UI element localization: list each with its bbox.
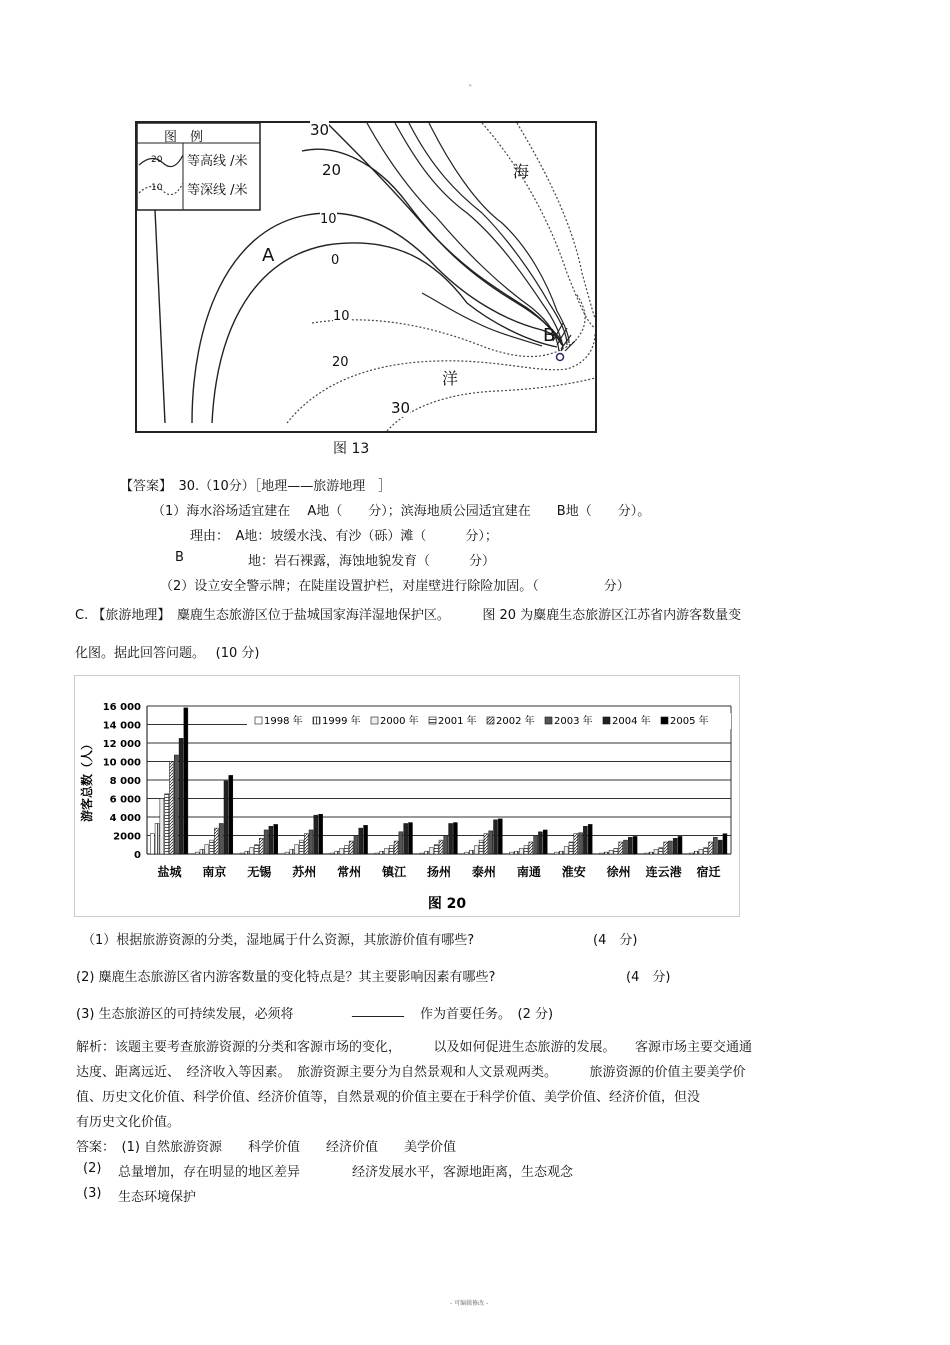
- contour-label: 0: [331, 253, 340, 268]
- y-axis-label: 游客总数（人）: [80, 737, 94, 823]
- bar: [704, 848, 708, 854]
- bar: [699, 849, 703, 854]
- legend-label: 2000 年: [380, 716, 419, 727]
- answer30-reason-b-letter: B: [175, 550, 184, 565]
- bar: [404, 823, 408, 854]
- bar: [330, 853, 334, 854]
- bar: [259, 838, 263, 854]
- bar: [304, 834, 308, 854]
- y-tick-label: 2000: [113, 831, 141, 843]
- bar: [169, 762, 173, 855]
- y-tick-label: 12 000: [102, 739, 141, 750]
- legend-label: 2005 年: [670, 716, 709, 727]
- x-tick-label: 常州: [337, 865, 362, 879]
- bar: [394, 841, 398, 854]
- bar: [678, 836, 682, 854]
- figure20-chart-svg: [75, 676, 739, 916]
- answer-3-num: (3): [83, 1186, 102, 1201]
- question-3-post: 作为首要任务。 (2 分): [420, 1007, 554, 1022]
- answer-1: 答案： (1) 自然旅游资源 科学价值 经济价值 美学价值: [76, 1140, 457, 1155]
- y-tick-label: 8 000: [109, 776, 141, 787]
- bar: [583, 826, 587, 854]
- bar: [614, 848, 618, 854]
- bar: [319, 814, 323, 854]
- bar: [649, 852, 653, 854]
- answer30-title: 【答案】 30.（10分）［地理——旅游地理 ］: [120, 479, 392, 494]
- bar: [498, 819, 502, 854]
- bar: [673, 838, 677, 854]
- bar: [179, 738, 183, 854]
- bar: [359, 828, 363, 854]
- answer-2-num: (2): [83, 1161, 102, 1176]
- label-ocean: 洋: [442, 369, 459, 388]
- legend-swatch: [371, 717, 378, 724]
- footer: - 可编辑修改 -: [450, 1300, 489, 1307]
- bar: [314, 815, 318, 854]
- bar: [354, 836, 358, 855]
- legend-label: 2004 年: [612, 716, 651, 727]
- bar: [335, 851, 339, 854]
- label-sea: 海: [513, 162, 530, 181]
- chart-caption: 图 20: [427, 896, 467, 912]
- bar: [599, 853, 603, 854]
- y-tick-label: 16 000: [102, 702, 141, 713]
- bar: [255, 845, 259, 854]
- bar: [555, 852, 559, 854]
- bar: [155, 823, 159, 854]
- bar: [340, 848, 344, 854]
- bar: [224, 781, 228, 854]
- x-tick-label: 镇江: [382, 865, 407, 879]
- analysis-line2: 达度、距离远近、 经济收入等因素。 旅游资源主要分为自然景观和人文景观两类。 旅游资源的价值主要美学价: [76, 1065, 746, 1080]
- bar: [150, 834, 154, 854]
- contour-label: 30: [310, 121, 330, 139]
- bar: [659, 848, 663, 854]
- x-tick-label: 盐城: [157, 865, 182, 879]
- x-tick-label: 宿迁: [696, 865, 721, 879]
- x-tick-label: 南京: [202, 865, 227, 879]
- y-tick-label: 0: [134, 850, 141, 861]
- bar: [564, 847, 568, 854]
- bar: [375, 853, 379, 854]
- bar: [623, 840, 627, 854]
- bar: [470, 850, 474, 854]
- bar: [514, 851, 518, 854]
- bar: [484, 834, 488, 854]
- bar: [588, 824, 592, 854]
- bar: [184, 708, 188, 854]
- bar: [689, 853, 693, 854]
- header-mark: ": [469, 84, 472, 91]
- bar: [344, 846, 348, 854]
- bar: [200, 849, 204, 854]
- bar: [489, 831, 493, 854]
- legend-swatch: [255, 717, 262, 724]
- ridge-line: [395, 123, 563, 348]
- answer-3: 生态环境保护: [118, 1190, 197, 1205]
- answer30-q2: （2）设立安全警示牌；在陡崖设置护栏，对崖壁进行除险加固。（ 分）: [160, 579, 630, 594]
- y-tick-label: 6 000: [109, 794, 141, 806]
- question-3-pre: (3) 生态旅游区的可持续发展，必须将: [76, 1007, 294, 1022]
- bar: [229, 775, 233, 854]
- bar: [668, 841, 672, 854]
- bar: [250, 848, 254, 854]
- x-tick-label: 徐州: [606, 865, 631, 879]
- x-tick-label: 扬州: [426, 865, 452, 879]
- x-tick-label: 苏州: [292, 865, 317, 879]
- question-1-score: (4 分): [593, 933, 638, 948]
- bar: [349, 841, 353, 854]
- legend-swatch: [313, 717, 320, 724]
- bar: [628, 837, 632, 854]
- label-a: A: [262, 245, 275, 266]
- legend-title: 图 例: [164, 130, 204, 145]
- bar: [474, 846, 478, 854]
- bar: [723, 834, 727, 854]
- x-tick-label: 淮安: [561, 865, 586, 879]
- point-b-marker: [557, 354, 564, 361]
- bar: [453, 823, 457, 854]
- ridge-line: [367, 123, 559, 351]
- analysis-line3: 值、历史文化价值、科学价值、经济价值等，自然景观的价值主要在于科学价值、美学价值、经济价值，但没: [76, 1090, 701, 1105]
- legend-contour-label: 等高线 /米: [187, 154, 248, 169]
- x-tick-label: 连云港: [645, 865, 682, 879]
- bar: [160, 799, 164, 855]
- bar: [529, 842, 533, 854]
- bar: [420, 853, 424, 854]
- bar: [290, 849, 294, 854]
- bar: [380, 851, 384, 854]
- legend-depth-label: 等深线 /米: [187, 183, 248, 198]
- y-tick-label: 14 000: [102, 720, 141, 732]
- bar: [609, 850, 613, 854]
- bar: [604, 852, 608, 854]
- legend-label: 1998 年: [264, 716, 303, 727]
- bar: [274, 824, 278, 854]
- answer30-q1: （1）海水浴场适宜建在 A地（ 分）；滨海地质公园适宜建在 B地（ 分）。: [152, 504, 651, 519]
- bar: [245, 851, 249, 854]
- bar: [285, 852, 289, 854]
- answer-2: 总量增加，存在明显的地区差异 经济发展水平，客源地距离，生态观念: [118, 1165, 574, 1180]
- bar: [309, 830, 313, 854]
- bar: [559, 851, 563, 854]
- x-tick-label: 南通: [516, 865, 541, 879]
- legend-swatch: [545, 717, 552, 724]
- section-c-line2: 化图。据此回答问题。 (10 分): [75, 646, 260, 661]
- answer30-reason-a: 理由： A地：坡缓水浅、有沙（砾）滩（ 分）；: [190, 529, 498, 544]
- bar: [633, 836, 637, 854]
- bar: [538, 832, 542, 854]
- bar: [389, 846, 393, 854]
- bar: [524, 846, 528, 854]
- bar: [429, 848, 433, 854]
- bar: [574, 834, 578, 854]
- bar: [174, 755, 178, 854]
- bar: [444, 836, 448, 855]
- legend-swatch: [487, 717, 494, 724]
- bar: [543, 830, 547, 854]
- bar: [210, 840, 214, 854]
- question-2-score: (4 分): [626, 970, 671, 985]
- bar: [408, 823, 412, 854]
- legend-depth-num: 10: [151, 183, 163, 193]
- answer30-reason-b: 地：岩石裸露，海蚀地貌发育（ 分）: [248, 554, 496, 569]
- legend-label: 1999 年: [322, 716, 361, 727]
- bar: [384, 848, 388, 854]
- contour-label: 10: [320, 212, 337, 227]
- bar: [240, 853, 244, 854]
- label-b: B: [543, 325, 556, 346]
- analysis-line1: 解析：该题主要考查旅游资源的分类和客源市场的变化， 以及如何促进生态旅游的发展。 客源市场主要交通通: [76, 1040, 753, 1055]
- legend-label: 2003 年: [554, 716, 593, 727]
- bar: [264, 830, 268, 854]
- legend-swatch: [661, 717, 668, 724]
- contour-line: [422, 293, 542, 346]
- contour-label: 10: [333, 309, 350, 324]
- bar: [399, 832, 403, 854]
- x-tick-label: 无锡: [247, 865, 272, 879]
- bar: [664, 842, 668, 854]
- legend-contour-num: 20: [151, 155, 163, 165]
- analysis-line4: 有历史文化价值。: [76, 1115, 181, 1130]
- bar: [269, 826, 273, 854]
- bar: [718, 840, 722, 854]
- bar: [205, 845, 209, 854]
- bar: [713, 837, 717, 854]
- legend-label: 2001 年: [438, 716, 477, 727]
- contour-line: [212, 243, 557, 423]
- bar: [165, 794, 169, 854]
- bar: [425, 851, 429, 854]
- bar: [619, 842, 623, 854]
- contour-label: 20: [332, 355, 349, 370]
- bar: [195, 852, 199, 854]
- bar: [214, 828, 218, 854]
- legend-swatch: [429, 717, 436, 724]
- question-2: (2) 麋鹿生态旅游区省内游客数量的变化特点是？其主要影响因素有哪些?: [76, 970, 496, 985]
- bar: [709, 842, 713, 854]
- question-1: （1）根据旅游资源的分类，湿地属于什么资源，其旅游价值有哪些?: [82, 933, 475, 948]
- question-3-blank: ________: [352, 1003, 404, 1018]
- figure13-caption: 图 13: [333, 441, 370, 457]
- bar: [479, 840, 483, 854]
- bar: [579, 833, 583, 854]
- depth-line: [387, 378, 595, 431]
- contour-line: [155, 210, 165, 423]
- bar: [299, 840, 303, 854]
- bar: [219, 823, 223, 854]
- legend-swatch: [603, 717, 610, 724]
- bar: [449, 823, 453, 854]
- contour-line: [327, 123, 562, 345]
- bar: [519, 848, 523, 854]
- bar: [434, 845, 438, 854]
- bar: [295, 845, 299, 854]
- bar: [569, 842, 573, 854]
- contour-map: [135, 121, 597, 433]
- bar: [465, 852, 469, 854]
- figure20-chart: [74, 675, 740, 917]
- x-tick-label: 泰州: [471, 865, 496, 879]
- bar: [534, 836, 538, 855]
- y-tick-label: 10 000: [102, 757, 141, 769]
- legend-label: 2002 年: [496, 716, 535, 727]
- section-c-line1: C. 【旅游地理】 麋鹿生态旅游区位于盐城国家海洋湿地保护区。 图 20 为麋鹿生态旅游区江苏省内游客数量变: [75, 608, 742, 623]
- bar: [654, 849, 658, 854]
- bar: [494, 820, 498, 854]
- depth-line: [287, 333, 595, 423]
- bar: [694, 851, 698, 854]
- bar: [644, 853, 648, 854]
- depth-line: [517, 123, 595, 318]
- contour-label: 30: [391, 399, 411, 417]
- contour-label: 20: [322, 161, 342, 179]
- y-tick-label: 4 000: [109, 813, 141, 824]
- bar: [439, 840, 443, 854]
- bar: [364, 825, 368, 854]
- bar: [510, 852, 514, 854]
